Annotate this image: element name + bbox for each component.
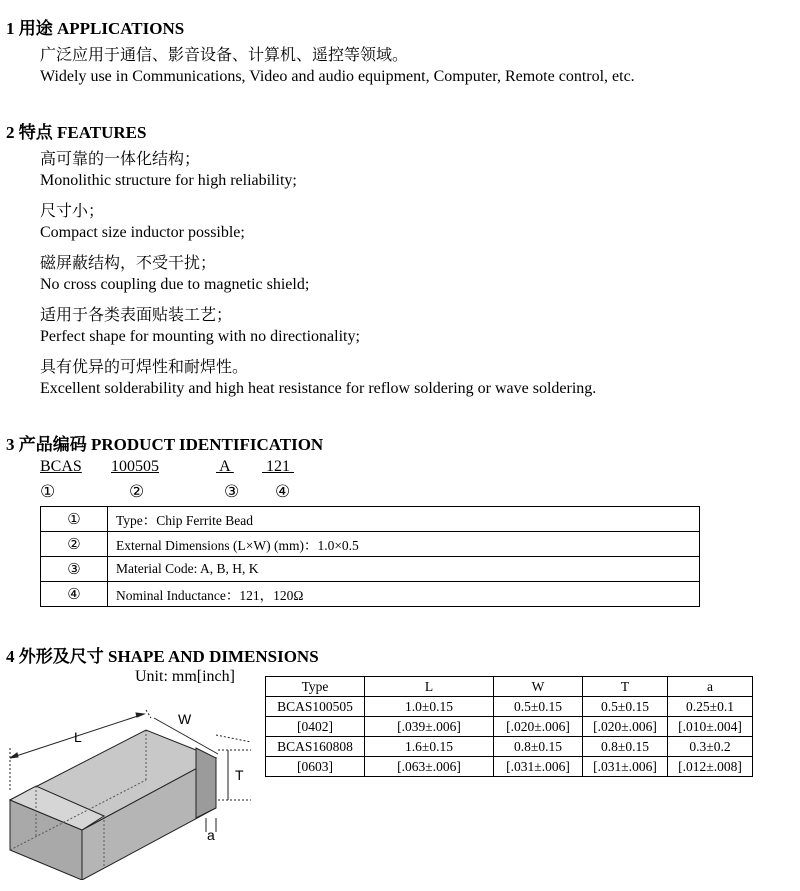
cell: 0.3±0.2 xyxy=(668,737,753,757)
cell: 0.5±0.15 xyxy=(494,697,583,717)
cell: 1.6±0.15 xyxy=(365,737,494,757)
label-l: L xyxy=(74,729,82,745)
cell: [0603] xyxy=(266,757,365,777)
row-description: Type：Chip Ferrite Bead xyxy=(108,507,700,532)
code-marker: ④ xyxy=(275,482,291,501)
code-marker: ② xyxy=(129,482,145,501)
table-row xyxy=(266,697,753,717)
section-3-title: 3 产品编码 PRODUCT IDENTIFICATION xyxy=(6,435,324,454)
code-part-material: A xyxy=(216,458,234,475)
section-4-title: 4 外形及尺寸 SHAPE AND DIMENSIONS xyxy=(6,647,319,666)
feature-line: Compact size inductor possible; xyxy=(40,224,245,241)
section-2-title: 2 特点 FEATURES xyxy=(6,123,147,142)
feature-line: 具有优异的可焊性和耐焊性。 xyxy=(40,359,249,376)
cell: 0.8±0.15 xyxy=(494,737,583,757)
cell: [.010±.004] xyxy=(668,717,753,737)
cell: [.039±.006] xyxy=(365,717,494,737)
code-part-series: BCAS xyxy=(40,458,82,475)
header-cell: W xyxy=(494,677,583,697)
header-cell: a xyxy=(668,677,753,697)
applications-cn: 广泛应用于通信、影音设备、计算机、遥控等领域。 xyxy=(40,47,409,64)
identification-table xyxy=(40,506,700,607)
cell: [.031±.006] xyxy=(583,757,668,777)
cell: [0402] xyxy=(266,717,365,737)
table-row xyxy=(41,582,700,607)
header-cell: L xyxy=(365,677,494,697)
unit-label: Unit: mm[inch] xyxy=(135,668,235,685)
row-description: External Dimensions (L×W) (mm)：1.0×0.5 xyxy=(108,532,700,557)
code-part-inductance: 121 xyxy=(262,458,294,475)
feature-line: 适用于各类表面贴装工艺； xyxy=(40,307,233,324)
code-marker: ① xyxy=(40,482,56,501)
cell: [.063±.006] xyxy=(365,757,494,777)
row-description: Nominal Inductance：121，120Ω xyxy=(108,582,700,607)
feature-line: Excellent solderability and high heat resistance for reflow soldering or wave soldering. xyxy=(40,380,597,397)
table-header-row xyxy=(266,677,753,697)
feature-line: Monolithic structure for high reliability; xyxy=(40,172,297,189)
table-row xyxy=(266,717,753,737)
cell: [.020±.006] xyxy=(583,717,668,737)
cell: [.031±.006] xyxy=(494,757,583,777)
row-number: ③ xyxy=(41,557,108,582)
row-number: ② xyxy=(41,532,108,557)
label-a: a xyxy=(207,827,215,843)
feature-line: 磁屏蔽结构，不受干扰； xyxy=(40,255,217,272)
feature-line: 尺寸小； xyxy=(40,203,105,220)
cell: [.012±.008] xyxy=(668,757,753,777)
table-row xyxy=(41,507,700,532)
feature-line: Perfect shape for mounting with no directionality; xyxy=(40,328,360,345)
row-number: ① xyxy=(41,507,108,532)
cell: 0.8±0.15 xyxy=(583,737,668,757)
header-cell: T xyxy=(583,677,668,697)
cell: 1.0±0.15 xyxy=(365,697,494,717)
cell: 0.25±0.1 xyxy=(668,697,753,717)
table-row xyxy=(266,757,753,777)
cell: [.020±.006] xyxy=(494,717,583,737)
dimensions-table xyxy=(265,676,753,777)
feature-line: 高可靠的一体化结构； xyxy=(40,151,201,168)
row-number: ④ xyxy=(41,582,108,607)
cell: BCAS160808 xyxy=(266,737,365,757)
label-w: W xyxy=(178,711,192,727)
feature-line: No cross coupling due to magnetic shield; xyxy=(40,276,310,293)
table-row xyxy=(41,532,700,557)
chip-dimension-diagram xyxy=(6,690,256,880)
cell: 0.5±0.15 xyxy=(583,697,668,717)
applications-en: Widely use in Communications, Video and audio equipment, Computer, Remote control, etc. xyxy=(40,68,635,85)
label-t: T xyxy=(235,767,244,783)
code-marker: ③ xyxy=(224,482,240,501)
table-row xyxy=(266,737,753,757)
section-1-title: 1 用途 APPLICATIONS xyxy=(6,19,185,38)
header-cell: Type xyxy=(266,677,365,697)
code-part-size: 100505 xyxy=(111,458,159,475)
cell: BCAS100505 xyxy=(266,697,365,717)
row-description: Material Code: A, B, H, K xyxy=(108,557,700,582)
table-row xyxy=(41,557,700,582)
